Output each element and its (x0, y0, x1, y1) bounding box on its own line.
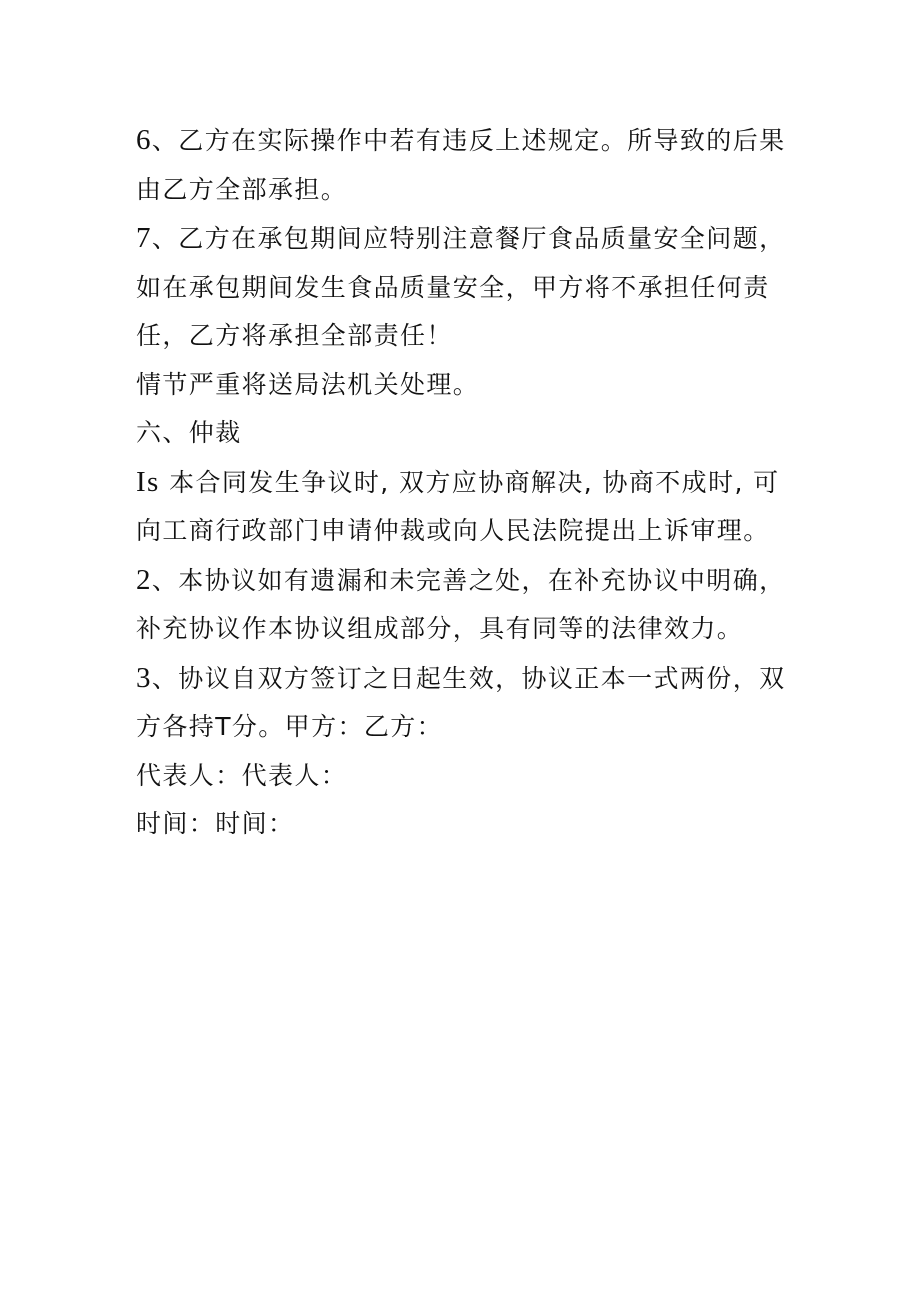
clause-number: 7 (136, 222, 152, 254)
clause-text: 、本协议如有遗漏和未完善之处，在补充协议中明确，补充协议作本协议组成部分，具有同等的法律效力。 (136, 565, 786, 643)
signature-line-text: 代表人：代表人： (136, 760, 348, 790)
heading-text: 六、仲裁 (136, 418, 242, 447)
signature-line-text: 时间：时间： (136, 809, 295, 838)
arbitration-clause-3-paragraph (136, 654, 788, 752)
clause-text: 本合同发生争议时, 双方应协商解决, 协商不成时, 可向工商行政部门申请仲裁或向人民法院提出上诉审理。 (136, 467, 780, 545)
clause-text: 、乙方在实际操作中若有违反上述规定。所导致的后果由乙方全部承担。 (136, 126, 786, 204)
section-heading-arbitration (136, 409, 788, 458)
representative-signature-line (136, 752, 788, 801)
clause-number: 3 (136, 661, 152, 694)
contract-text-body (136, 116, 788, 849)
clause-text: 、协议自双方签订之日起生效，协议正本一式两份，双方各持T分。甲方：乙方： (136, 663, 786, 741)
paragraph-text: 情节严重将送局法机关处理。 (136, 369, 480, 399)
clause-text: 、乙方在承包期间应特别注意餐厅食品质量安全问题，如在承包期间发生食品质量安全，甲方将不承担任何责任，乙方将承担全部责任！ (136, 224, 786, 350)
penalty-note-paragraph (136, 361, 788, 410)
arbitration-clause-2-paragraph (136, 556, 788, 654)
clause-6-paragraph (136, 116, 788, 214)
date-signature-line (136, 800, 788, 849)
clause-number: Is (136, 465, 160, 498)
arbitration-clause-1-paragraph (136, 458, 788, 556)
clause-number: 2 (136, 563, 152, 596)
clause-7-paragraph (136, 214, 788, 361)
clause-number: 6 (136, 124, 152, 156)
